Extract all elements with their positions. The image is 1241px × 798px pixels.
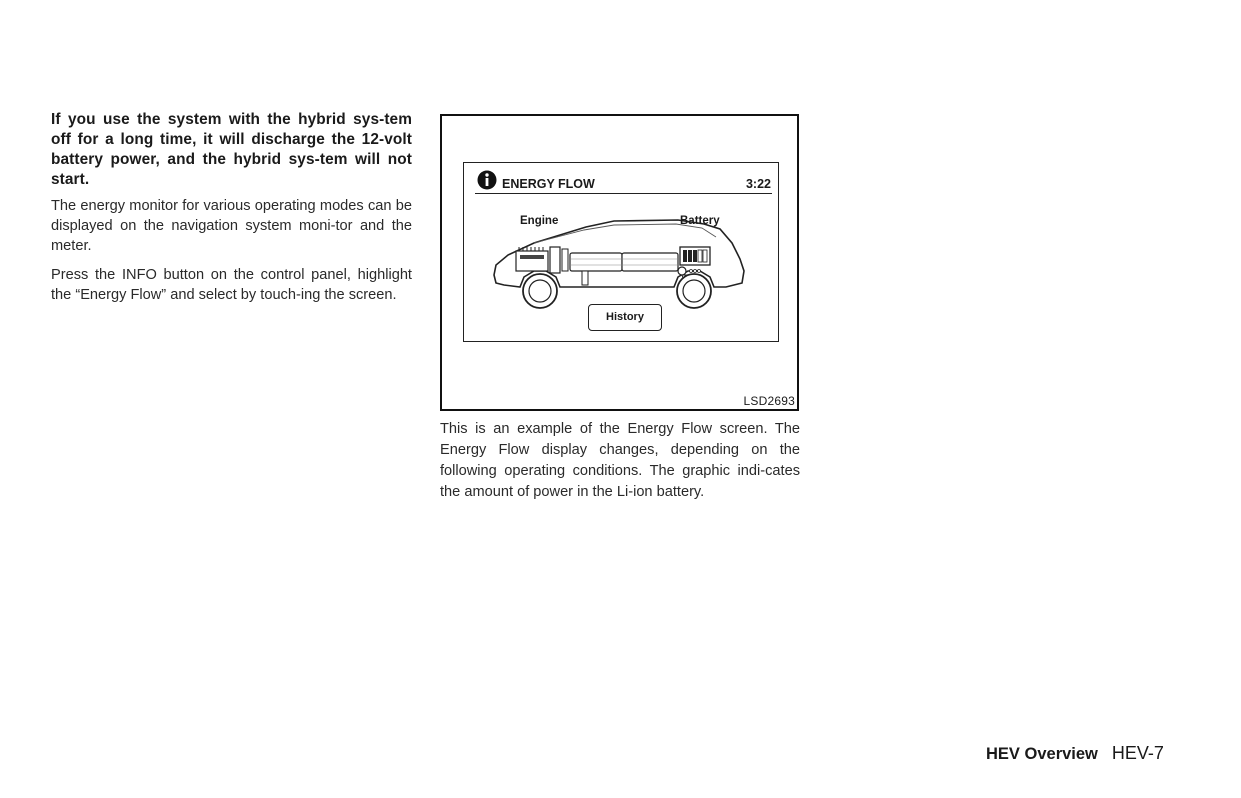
rear-wheel — [677, 274, 711, 308]
footer-page-number: HEV-7 — [1111, 743, 1164, 763]
engine-label: Engine — [520, 215, 559, 227]
history-button[interactable]: History — [588, 304, 662, 331]
car-illustration — [464, 203, 780, 313]
screen-clock: 3:22 — [745, 177, 771, 191]
front-wheel — [523, 274, 557, 308]
energy-flow-screen — [463, 162, 779, 342]
page-footer — [986, 743, 1196, 764]
energy-monitor-paragraph: The energy monitor for various operating modes can be displayed on the navigation system moni-tor and the meter. — [51, 198, 412, 254]
engine-block — [516, 247, 568, 273]
warning-text: If you use the system with the hybrid sys-tem off for a long time, it will discharge the 12-volt battery power, and the hybrid sys-tem will not start. — [51, 111, 412, 188]
header-divider — [475, 193, 772, 194]
figure-code: LSD2693 — [743, 394, 795, 408]
power-flow-tubes — [570, 253, 678, 285]
info-icon[interactable] — [477, 170, 497, 190]
left-column — [51, 110, 412, 314]
figure-caption: This is an example of the Energy Flow screen. The Energy Flow display changes, depending on the following operating conditions. The graphic indi-cates the amount of power in the Li-ion battery. — [440, 421, 800, 500]
screen-title: ENERGY FLOW — [502, 177, 595, 191]
info-button-paragraph: Press the INFO button on the control panel, highlight the “Energy Flow” and select by touch-ing the screen. — [51, 267, 412, 303]
screen-header — [464, 163, 778, 195]
footer-section-title: HEV Overview — [986, 745, 1098, 763]
battery-label: Battery — [680, 215, 720, 227]
energy-flow-figure — [440, 114, 799, 411]
